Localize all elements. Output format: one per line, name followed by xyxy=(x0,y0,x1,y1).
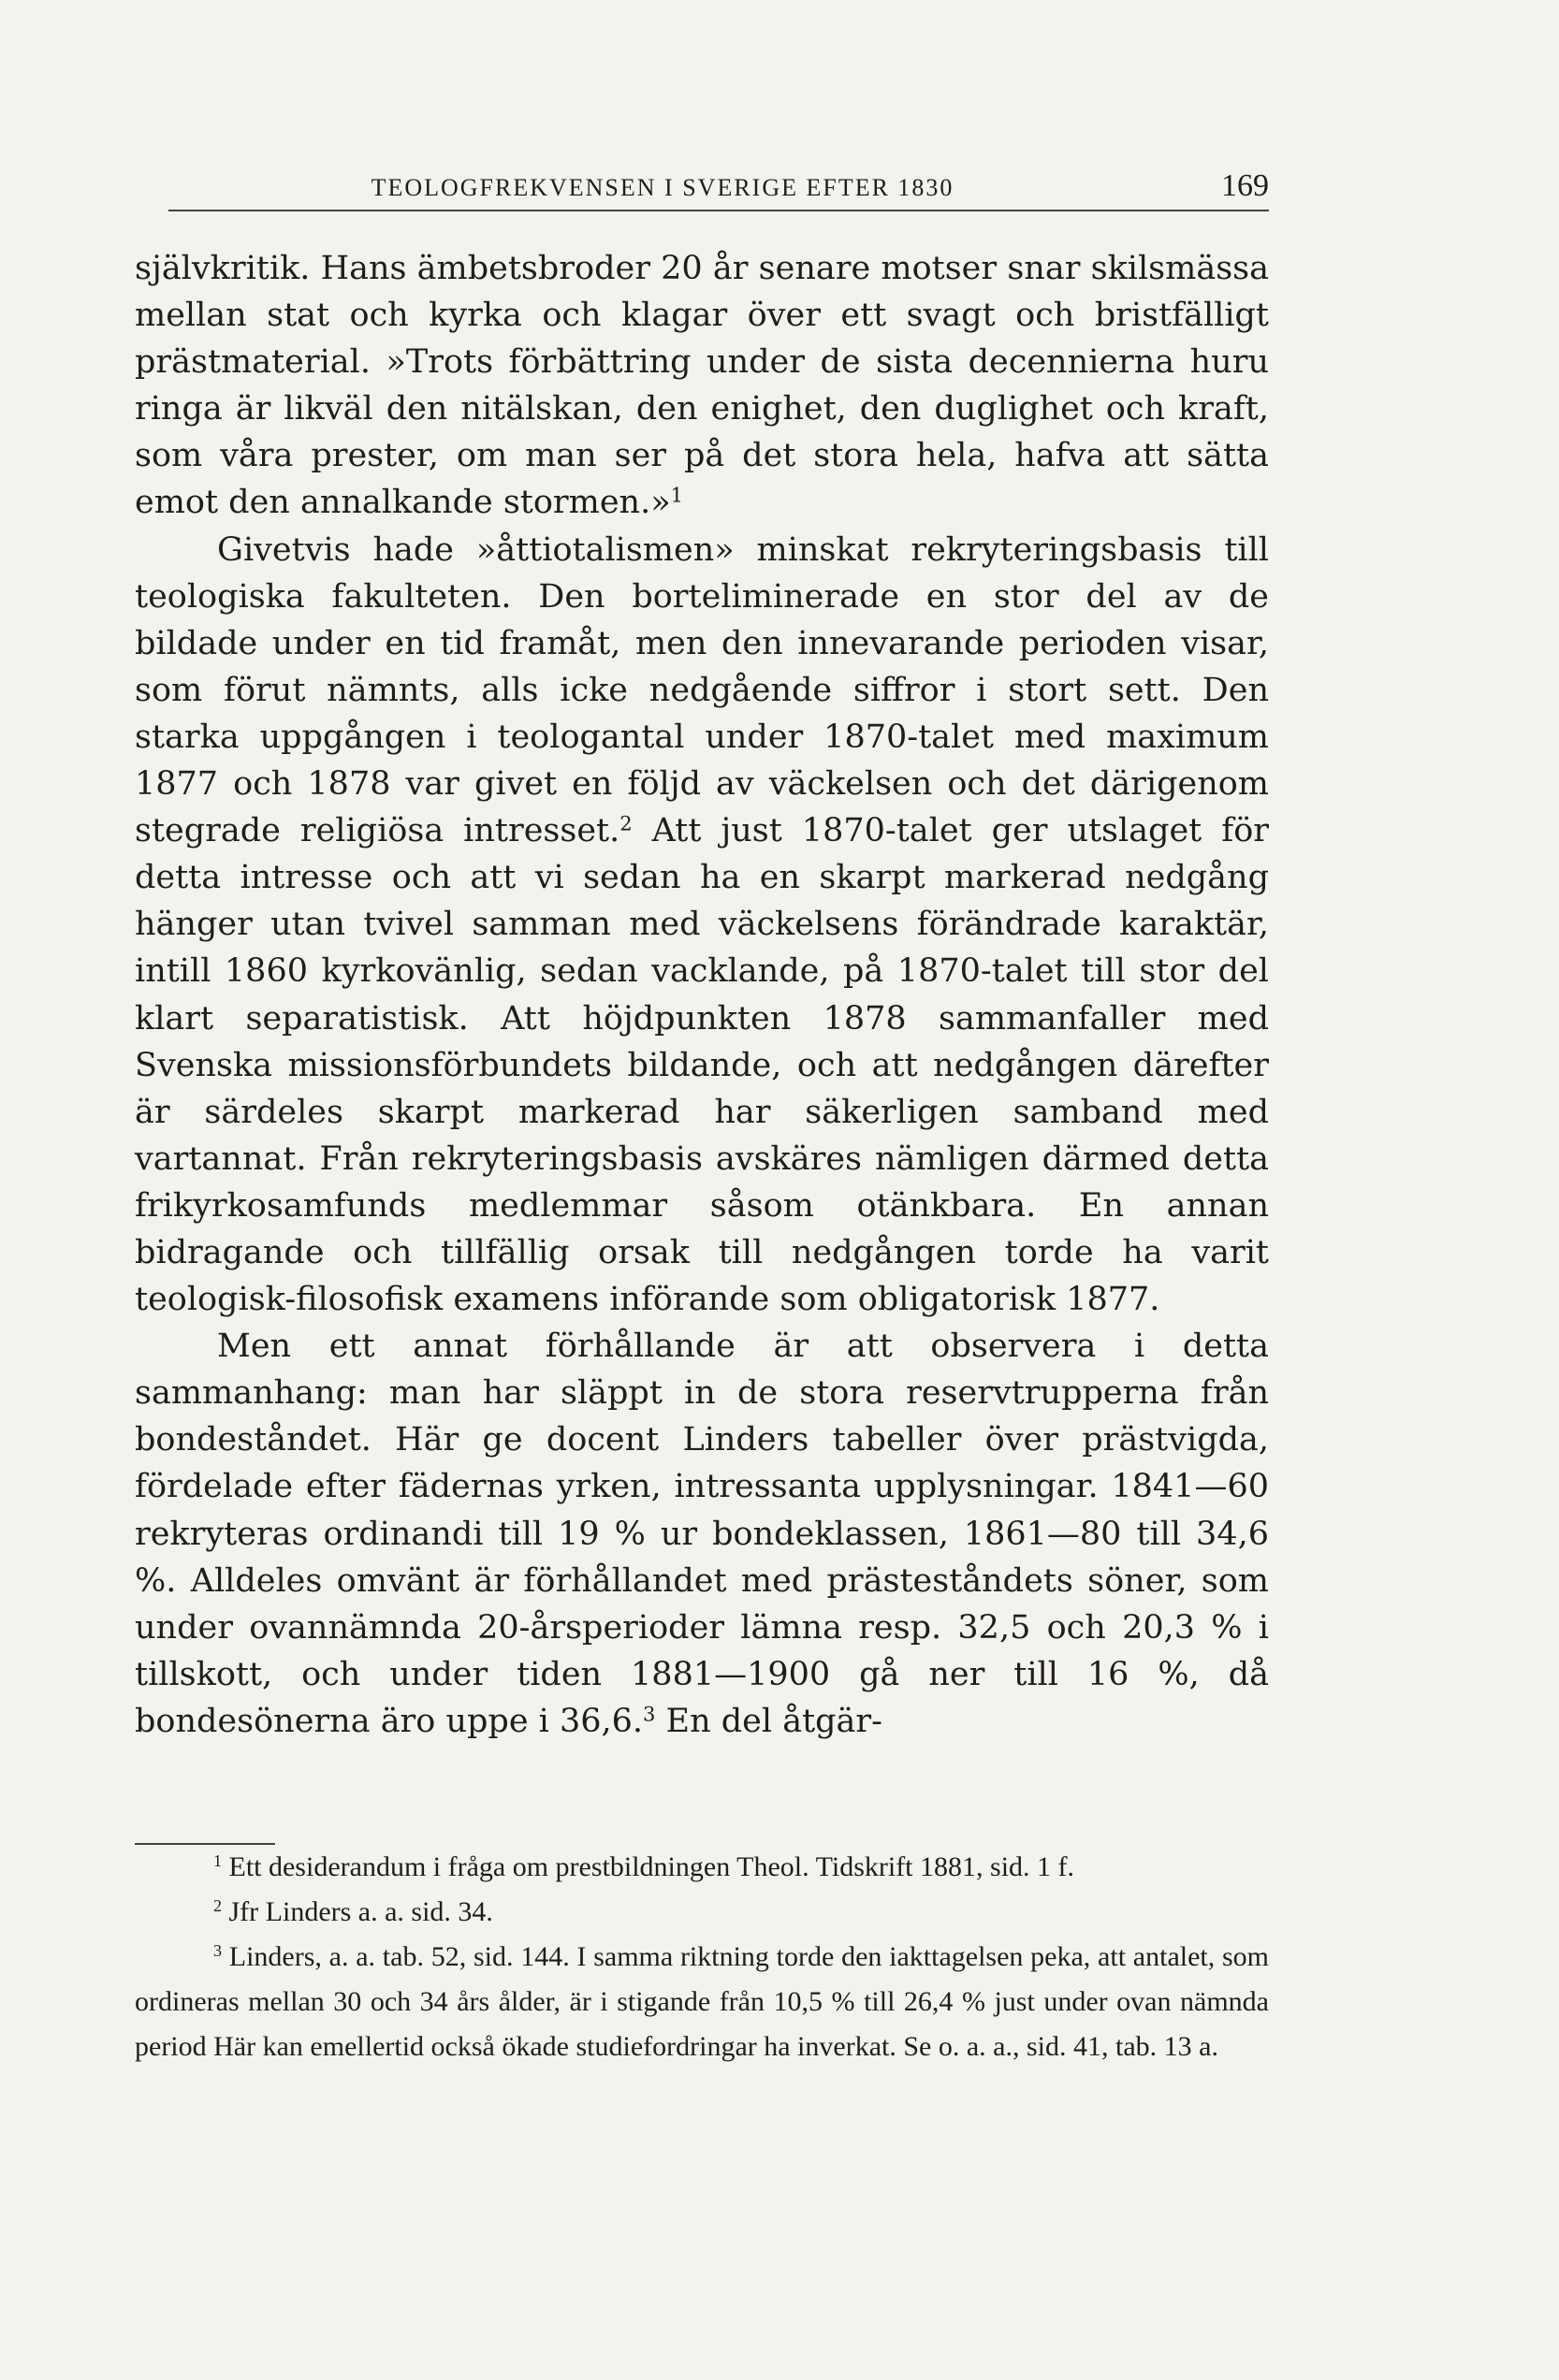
paragraph-3-text-a: Men ett annat förhållande är att observera i detta sammanhang: man har släppt in de stora reservtrupperna från bondeståndet. Här ge docent Linders tabeller över prästvigda, fördelade efter fädernas yrken, intressanta upplysningar. 1841—60 rekryteras ordinandi till 19 % ur bondeklassen, 1861—80 till 34,6 %. Alldeles omvänt är förhållandet med prästeståndets söner, som under ovannämnda 20-årsperioder lämna resp. 32,5 och 20,3 % i tillskott, och under tiden 1881—1900 gå ner till 16 %, då bondesönerna äro uppe i 36,6. xyxy=(135,1328,1269,1740)
footnote-mark: 2 xyxy=(213,1896,222,1916)
footnote-mark: 3 xyxy=(213,1941,222,1961)
paragraph-1 xyxy=(135,245,1269,527)
footnote-ref-1: 1 xyxy=(670,484,684,507)
footnote-mark: 1 xyxy=(213,1851,222,1871)
footnote-text: Linders, a. a. tab. 52, sid. 144. I samma riktning torde den iakttagelsen peka, att antalet, som ordineras mellan 30 och 34 års ålder, är i stigande från 10,5 % till 26,4 % just under ovan nämnda period Här kan emellertid också ökade studiefordringar ha inverkat. Se o. a. a., sid. 41, tab. 13 a. xyxy=(135,1941,1270,2062)
footnote-2 xyxy=(135,1890,1269,1935)
footnote-text: Jfr Linders a. a. sid. 34. xyxy=(228,1896,493,1927)
running-title: TEOLOGFREKVENSEN I SVERIGE EFTER 1830 xyxy=(371,174,954,201)
page-header xyxy=(168,168,1269,211)
page-number: 169 xyxy=(1221,168,1269,203)
body-text xyxy=(135,245,1269,1745)
paragraph-3 xyxy=(135,1323,1269,1745)
paragraph-1-text: självkritik. Hans ämbetsbroder 20 år senare motser snar skilsmässa mellan stat och kyrka och klagar över ett svagt och bristfälligt prästmaterial. »Trots förbättring under de sista decennierna huru ringa är likväl den nitälskan, den enighet, den duglighet och kraft, som våra prester, om man ser på det stora hela, hafva att sätta emot den annalkande stormen.» xyxy=(135,250,1269,522)
paragraph-3-text-b: En del åtgär- xyxy=(655,1702,882,1740)
footnote-ref-2: 2 xyxy=(619,812,633,835)
paragraph-2-text-a: Givetvis hade »åttiotalismen» minskat rekryteringsbasis till teologiska fakulteten. Den borteliminerade en stor del av de bildade under en tid framåt, men den innevarande perioden visar, som förut nämnts, alls icke nedgående siffror i stort sett. Den starka uppgången i teologantal under 1870-talet med maximum 1877 och 1878 var givet en följd av väckelsen och det därigenom stegrade religiösa intresset. xyxy=(135,530,1269,850)
paragraph-2 xyxy=(135,527,1269,1324)
footnotes xyxy=(135,1845,1269,2069)
footnote-1 xyxy=(135,1845,1269,1890)
footnote-text: Ett desiderandum i fråga om prestbildningen Theol. Tidskrift 1881, sid. 1 f. xyxy=(228,1851,1075,1882)
footnote-ref-3: 3 xyxy=(643,1703,656,1726)
paragraph-2-text-b: Att just 1870-talet ger utslaget för detta intresse och att vi sedan ha en skarpt markerad nedgång hänger utan tvivel samman med väckelsens förändrade karaktär, intill 1860 kyrkovänlig, sedan vacklande, på 1870-talet till stor del klart separatistisk. Att höjdpunkten 1878 sammanfaller med Svenska missionsförbundets bildande, och att nedgången därefter är särdeles skarpt markerad har säkerligen samband med vartannat. Från rekryteringsbasis avskäres nämligen därmed detta frikyrkosamfunds medlemmar såsom otänkbara. En annan bidragande och tillfällig orsak till nedgången torde ha varit teologisk-filosofisk examens införande som obligatorisk 1877. xyxy=(135,812,1269,1319)
footnote-3 xyxy=(135,1935,1269,2069)
